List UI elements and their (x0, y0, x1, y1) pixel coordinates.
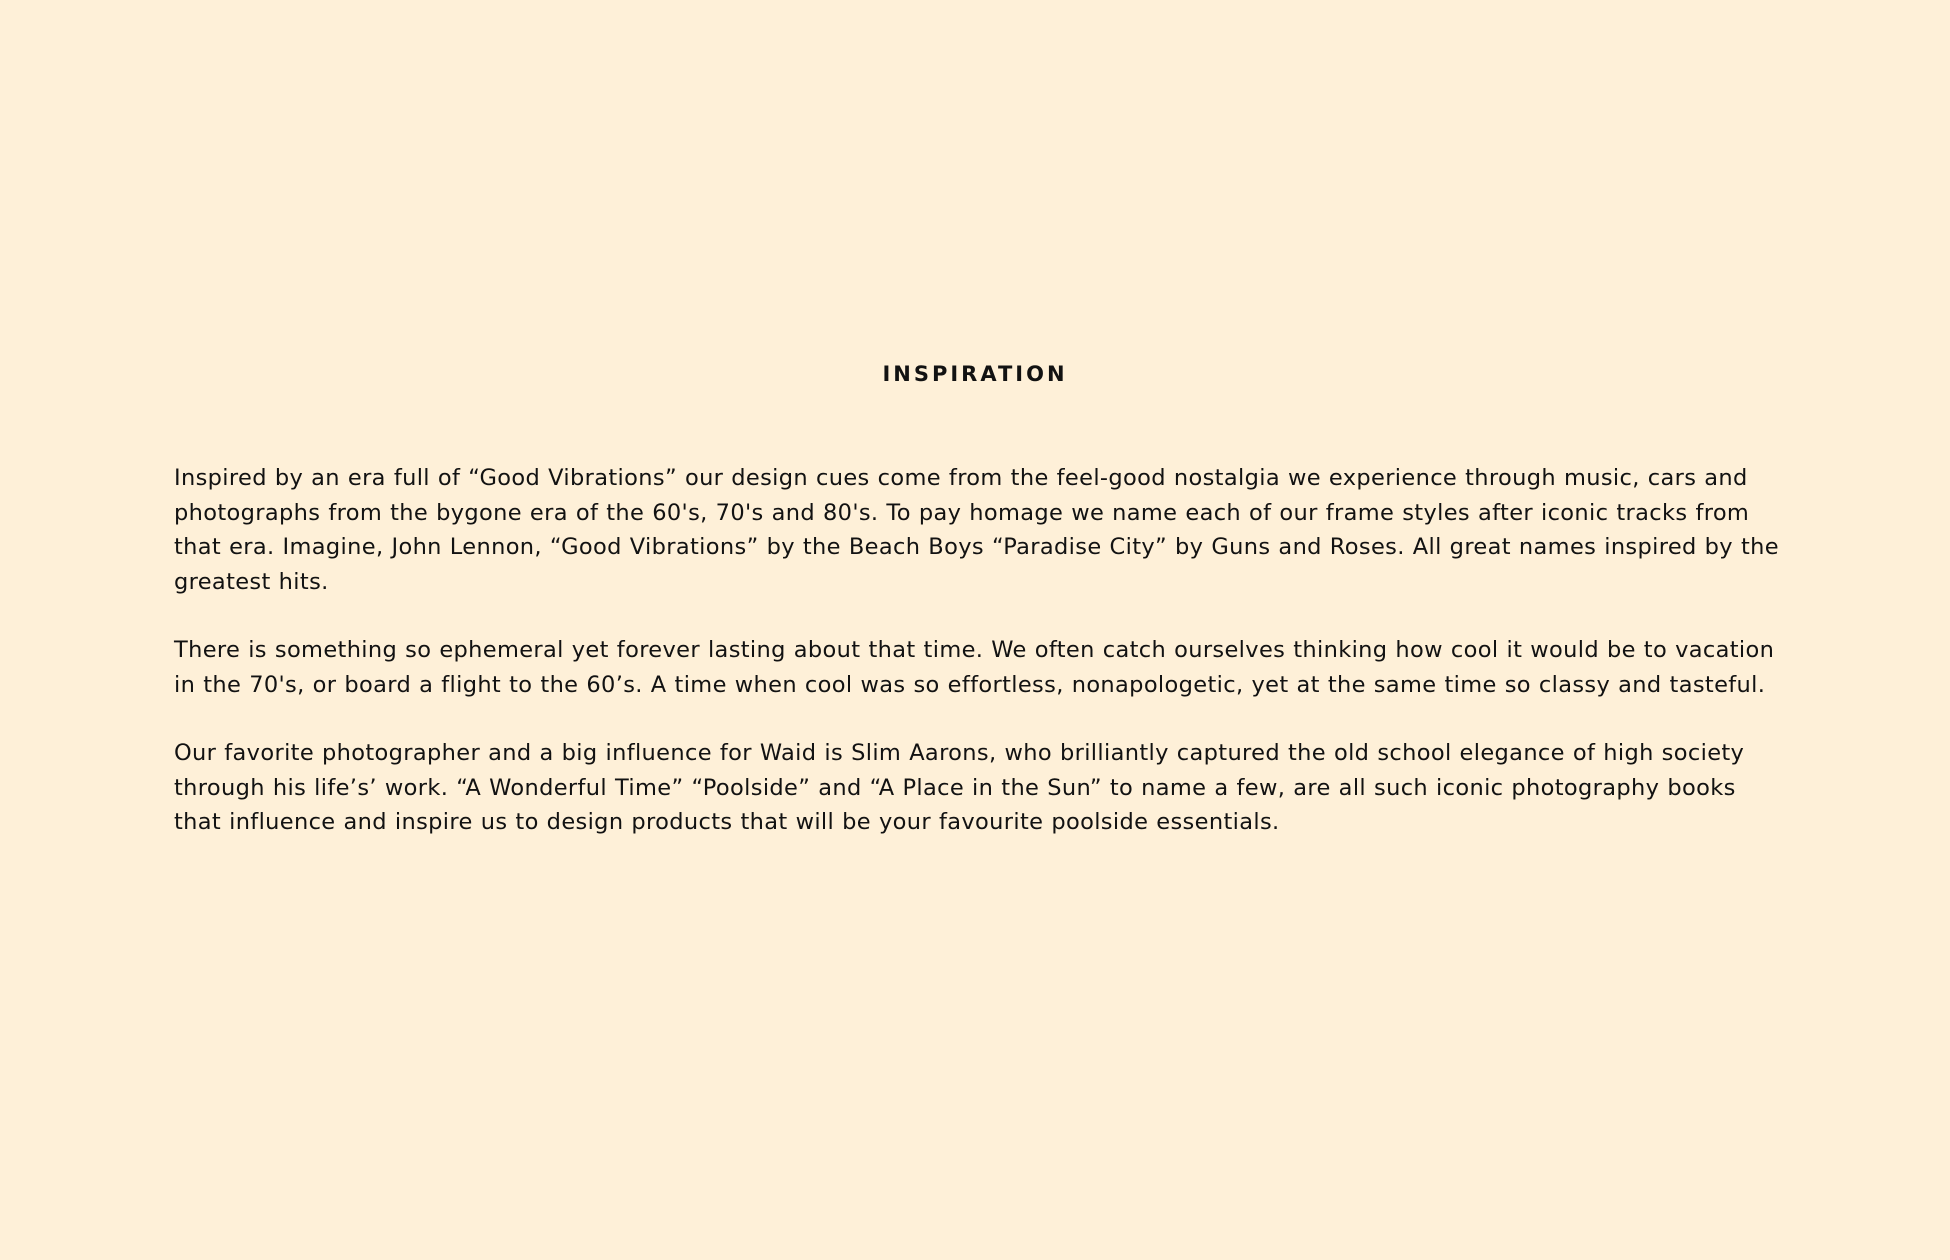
paragraph-good-vibrations: Inspired by an era full of “Good Vibrations” our design cues come from the feel-good nostalgia we experience through music, cars and photographs from the bygone era of the 60's, 70's and 80's. To pay homage we name each of our frame styles after iconic tracks from that era. Imagine, John Lennon, “Good Vibrations” by the Beach Boys “Paradise City” by Guns and Roses. All great names inspired by the greatest hits. (174, 465, 1779, 595)
section-title: INSPIRATION (882, 362, 1068, 386)
inspiration-body (174, 461, 1779, 874)
paragraph-slim-aarons: Our favorite photographer and a big influence for Waid is Slim Aarons, who brilliantly captured the old school elegance of high society through his life’s’ work. “A Wonderful Time” “Poolside” and “A Place in the Sun” to name a few, are all such iconic photography books that influence and inspire us to design products that will be your favourite poolside essentials. (174, 740, 1745, 835)
paragraph-ephemeral-time: There is something so ephemeral yet forever lasting about that time. We often catch ourselves thinking how cool it would be to vacation in the 70's, or board a flight to the 60’s. A time when cool was so effortless, nonapologetic, yet at the same time so classy and tasteful. (174, 637, 1775, 698)
